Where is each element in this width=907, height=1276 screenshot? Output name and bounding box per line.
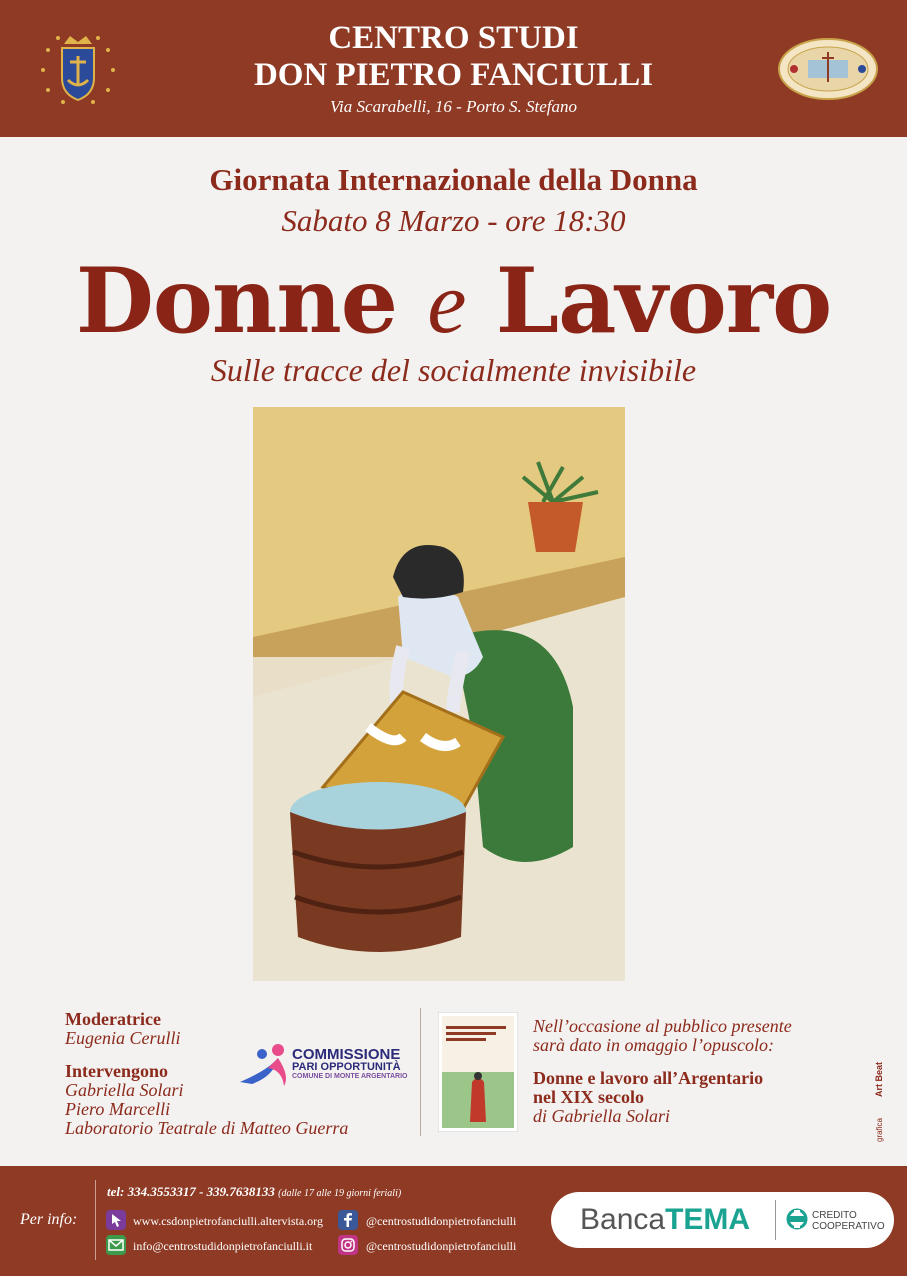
speaker-name: Laboratorio Teatrale di Matteo Guerra (65, 1118, 349, 1138)
instagram-icon (338, 1235, 358, 1255)
booklet-cover-image (438, 1012, 518, 1132)
event-datetime: Sabato 8 Marzo - ore 18:30 (281, 203, 626, 238)
email-link[interactable]: info@centrostudidonpietrofanciulli.it (133, 1239, 313, 1253)
speaker-name: Gabriella Solari (65, 1080, 184, 1100)
org-name-line2: DON PIETRO FANCIULLI (253, 57, 654, 93)
title-word-1: Donne (75, 248, 398, 354)
section-divider (420, 1008, 421, 1136)
promo-intro-1: Nell’occasione al pubblico presente (533, 1016, 792, 1036)
event-title: Giornata Internazionale della Donna (209, 162, 698, 197)
moderatrice-name: Eugenia Cerulli (65, 1028, 181, 1048)
credito-cooperativo-icon (786, 1208, 808, 1230)
cursor-icon (106, 1210, 126, 1230)
intervengono-label: Intervengono (65, 1061, 168, 1081)
promo-intro-2: sarà dato in omaggio l’opuscolo: (533, 1035, 774, 1055)
phone-hours: (dalle 17 alle 19 giorni feriali) (278, 1188, 402, 1199)
phone-text: tel: 334.3553317 - 339.7638133 (107, 1184, 275, 1199)
footer-divider (95, 1180, 96, 1260)
booklet-title-1: Donne e lavoro all’Argentario (533, 1068, 764, 1088)
title-connector: e (427, 255, 466, 352)
commissione-line1: COMMISSIONE (292, 1046, 401, 1063)
credito-label: CREDITO (812, 1210, 857, 1221)
instagram-link[interactable]: @centrostudidonpietrofanciulli (366, 1239, 517, 1253)
title-word-2: Lavoro (495, 248, 832, 354)
website-link[interactable]: www.csdonpietrofanciulli.altervista.org (133, 1214, 323, 1228)
moderatrice-label: Moderatrice (65, 1009, 161, 1029)
facebook-link[interactable]: @centrostudidonpietrofanciulli (366, 1214, 517, 1228)
main-subtitle: Sulle tracce del socialmente invisibile (210, 352, 697, 388)
commissione-line3: COMUNE DI MONTE ARGENTARIO (292, 1073, 408, 1080)
booklet-author: di Gabriella Solari (533, 1106, 671, 1126)
credit-studio: Art Beat (874, 1061, 884, 1097)
org-name-line1: CENTRO STUDI (328, 20, 579, 56)
mail-icon (106, 1235, 126, 1255)
commissione-line2: PARI OPPORTUNITÀ (292, 1061, 401, 1073)
booklet-title-2: nel XIX secolo (533, 1087, 644, 1107)
credit-grafica: grafica (875, 1117, 884, 1142)
per-info-label: Per info: (20, 1211, 78, 1228)
sponsor-banca: Banca (580, 1203, 666, 1236)
speaker-name: Piero Marcelli (65, 1099, 171, 1119)
sponsor-divider (775, 1200, 776, 1240)
sponsor-tema: TEMA (665, 1203, 751, 1236)
cooperativo-label: COOPERATIVO (812, 1221, 885, 1232)
org-address: Via Scarabelli, 16 - Porto S. Stefano (329, 97, 578, 116)
facebook-icon (338, 1210, 358, 1230)
washerwoman-painting (253, 407, 625, 981)
design-credit (874, 1052, 894, 1142)
sponsor-name (580, 1203, 750, 1237)
main-title (0, 248, 907, 354)
phone-numbers (107, 1184, 401, 1200)
promo-block (533, 1017, 853, 1126)
